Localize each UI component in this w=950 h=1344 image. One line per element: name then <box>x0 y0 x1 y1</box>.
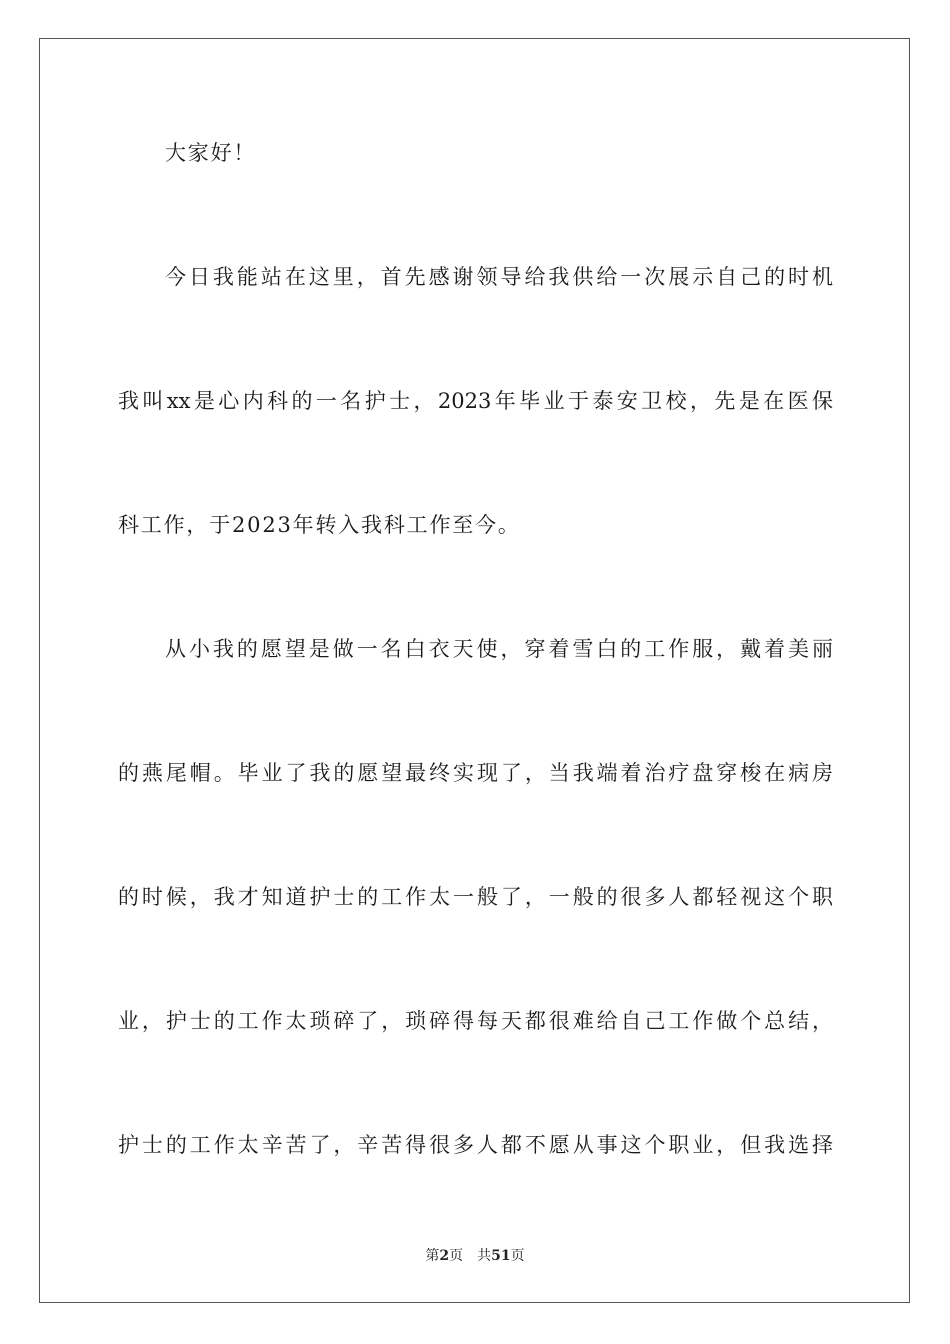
paragraph-line-3: 科工作，于2023年转入我科工作至今。 <box>118 513 521 537</box>
paragraph-line-5: 的燕尾帽。毕业了我的愿望最终实现了，当我端着治疗盘穿梭在病房 <box>118 761 833 785</box>
page-suffix: 页 <box>449 1248 464 1264</box>
paragraph-line-2: 我叫xx是心内科的一名护士，2023年毕业于泰安卫校，先是在医保 <box>118 389 833 413</box>
page-number: 2 <box>439 1248 450 1264</box>
total-prefix: 共 <box>477 1248 492 1264</box>
total-suffix: 页 <box>510 1248 525 1264</box>
page-border <box>39 38 910 1303</box>
paragraph-line-6: 的时候，我才知道护士的工作太一般了，一般的很多人都轻视这个职 <box>118 885 833 909</box>
total-pages: 51 <box>491 1248 511 1264</box>
paragraph-line-1: 今日我能站在这里，首先感谢领导给我供给一次展示自己的时机 <box>165 265 833 289</box>
page-footer <box>0 1246 950 1266</box>
greeting-line: 大家好！ <box>165 141 257 165</box>
page-prefix: 第 <box>425 1248 440 1264</box>
paragraph-line-7: 业，护士的工作太琐碎了，琐碎得每天都很难给自己工作做个总结， <box>118 1009 833 1033</box>
paragraph-line-8: 护士的工作太辛苦了，辛苦得很多人都不愿从事这个职业，但我选择 <box>118 1133 833 1157</box>
paragraph-line-4: 从小我的愿望是做一名白衣天使，穿着雪白的工作服，戴着美丽 <box>165 637 833 661</box>
